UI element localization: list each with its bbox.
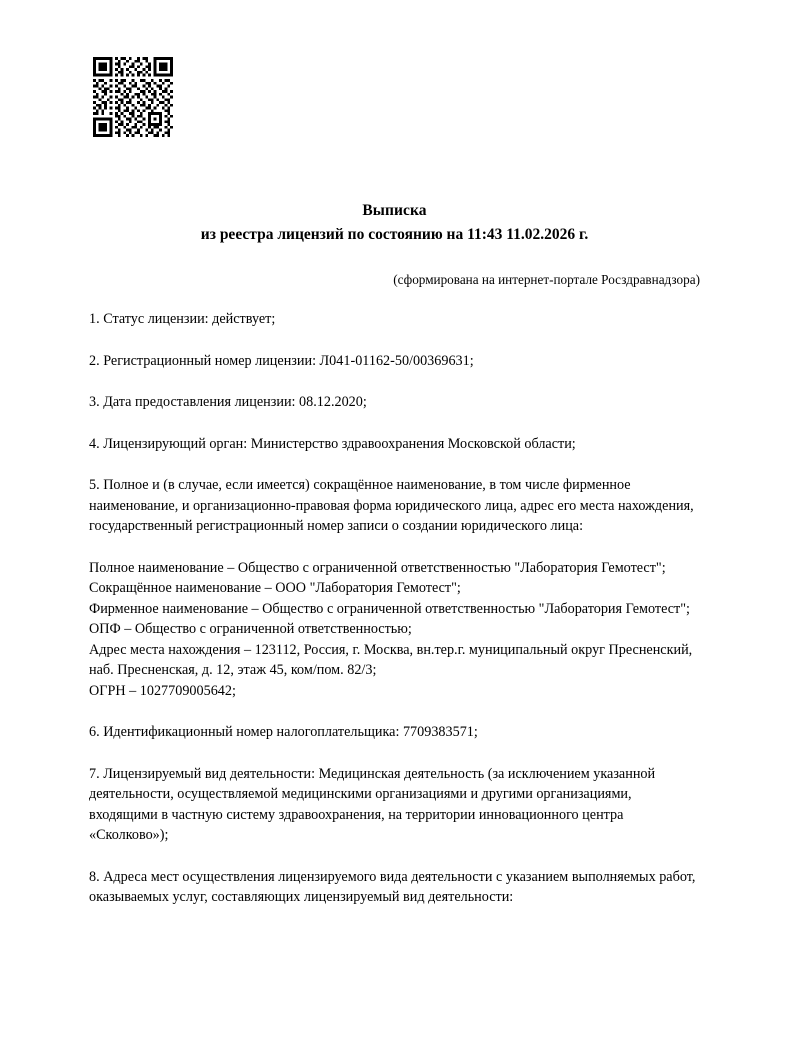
entity-full-name: Полное наименование – Общество с ограниченной ответственностью "Лаборатория Гемотест";: [89, 559, 666, 576]
entity-short-name: Сокращённое наименование – ООО "Лаборатория Гемотест";: [89, 580, 461, 596]
entity-ogrn: ОГРН – 1027709005642;: [89, 682, 236, 699]
page-subtitle: из реестра лицензий по состоянию на 11:43 11.02.2026 г.: [200, 226, 589, 243]
item-status: 1. Статус лицензии: действует;: [89, 311, 276, 327]
item-registration-number: 2. Регистрационный номер лицензии: Л041-01162-50/00369631;: [89, 352, 474, 369]
qr-code-icon: [93, 57, 173, 137]
document-body: [89, 200, 700, 908]
page-title: Выписка: [362, 202, 427, 219]
formed-note: (сформирована на интернет-портале Росздравнадзора): [393, 272, 700, 287]
entity-details-block: [89, 558, 700, 702]
item-activity-addresses-heading: 8. Адреса мест осуществления лицензируемого вида деятельности с указанием выполняемых работ, оказываемых услуг, составляющих лицензируемый вид деятельности:: [89, 868, 696, 905]
item-issue-date: 3. Дата предоставления лицензии: 08.12.2020;: [89, 394, 367, 410]
entity-brand-name: Фирменное наименование – Общество с ограниченной ответственностью "Лаборатория Гемотест";: [89, 600, 690, 617]
item-inn: 6. Идентификационный номер налогоплательщика: 7709383571;: [89, 724, 478, 740]
entity-legal-form: ОПФ – Общество с ограниченной ответственностью;: [89, 621, 412, 637]
item-entity-names-heading: 5. Полное и (в случае, если имеется) сокращённое наименование, в том числе фирменное наименование, и организационно-правовая форма юридического лица, адрес его места нахождения, государственный регистрационный номер записи о создании юридического лица:: [89, 477, 694, 534]
item-licensing-authority: 4. Лицензирующий орган: Министерство здравоохранения Московской области;: [89, 435, 576, 452]
entity-address: Адрес места нахождения – 123112, Россия, г. Москва, вн.тер.г. муниципальный округ Пресненский, наб. Пресненская, д. 12, этаж 45, ком/пом. 82/3;: [89, 641, 696, 678]
item-activity-type: 7. Лицензируемый вид деятельности: Медицинская деятельность (за исключением указанной деятельности, осуществляемой медицинскими организациями и другими организациями, входящими в частную систему здравоохранения, на территории инновационного центра «Сколково»);: [89, 765, 656, 843]
